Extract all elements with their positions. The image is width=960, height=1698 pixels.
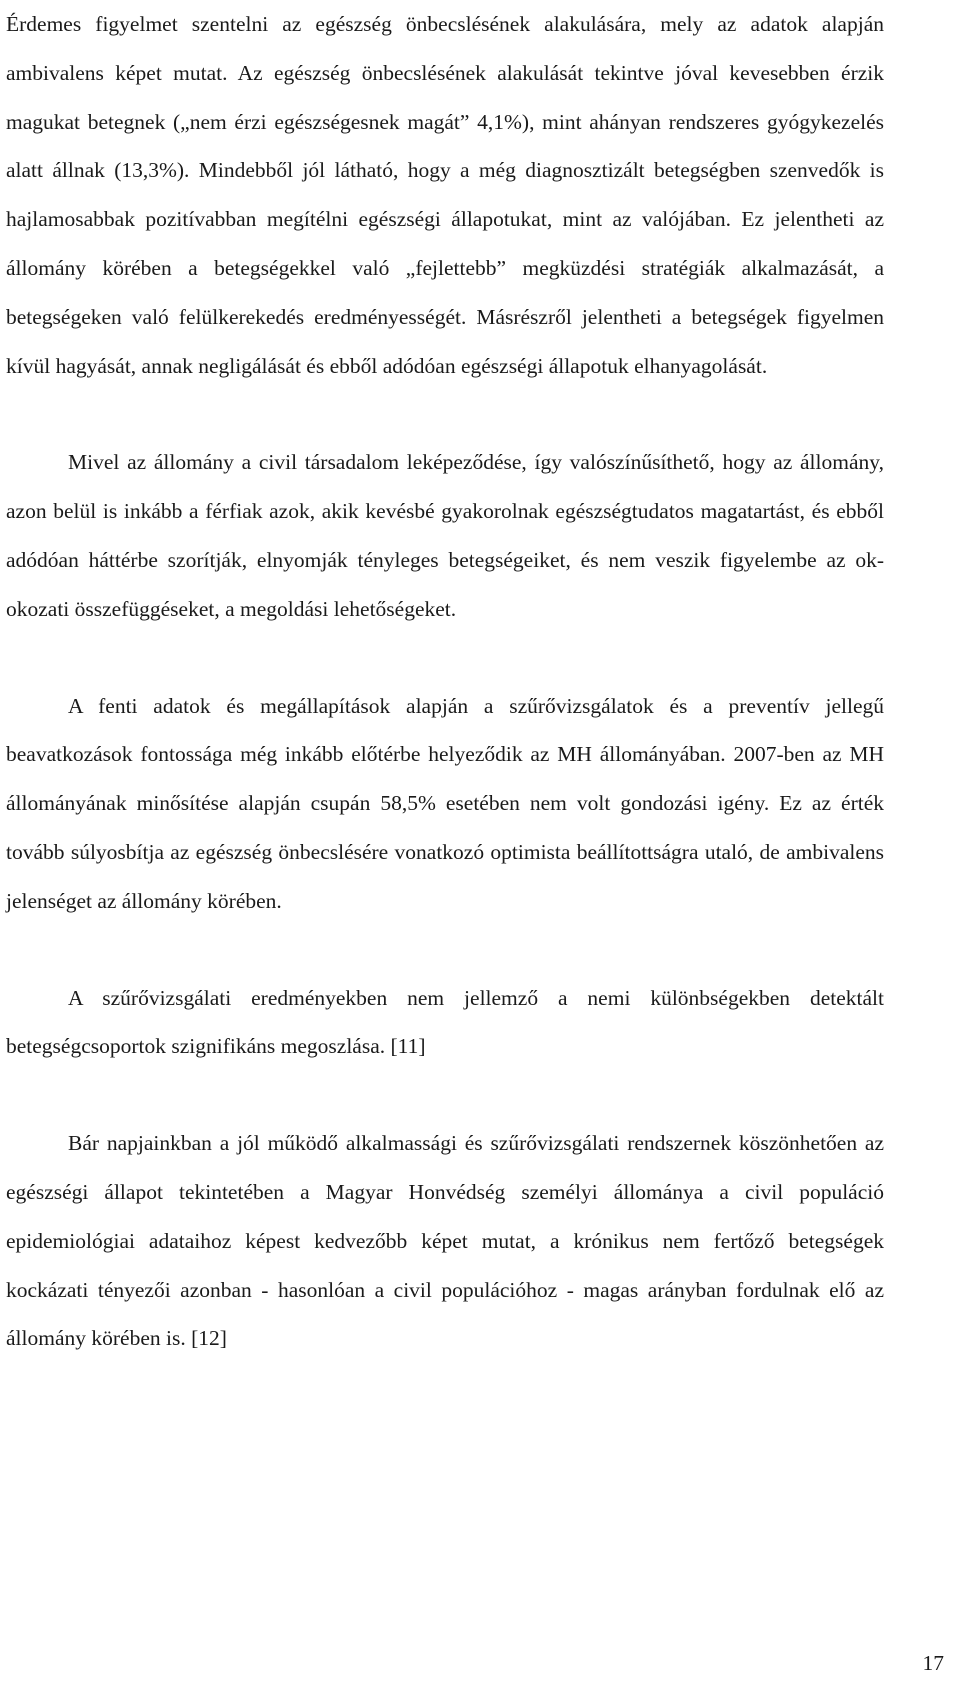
paragraph-spacer [6,926,884,974]
paragraph-chronic-risk: Bár napjainkban a jól működő alkalmassági és szűrővizsgálati rendszernek köszönhetően az egészségi állapot tekintetében a Magyar Honvédség személyi állománya a civil populáció epidemiológiai adataihoz képest kedvezőbb képet mutat, a krónikus nem fertőző betegségek kockázati tényezői azonban - hasonlóan a civil populációhoz - magas arányban fordulnak elő az állomány körében is. [12] [6,1131,884,1351]
paragraph-self-assessment: Érdemes figyelmet szentelni az egészség önbecslésének alakulására, mely az adatok alapján ambivalens képet mutat. Az egészség önbecslésének alakulását tekintve jóval kevesebben érzik magukat betegnek („nem érzi egészségesnek magát” 4,1%), mint ahányan rendszeres gyógykezelés alatt állnak (13,3%). Mindebből jól látható, hogy a még diagnosztizált betegségben szenvedők is hajlamosabbak pozitívabban megítélni egészségi állapotukat, mint az valójában. Ez jelentheti az állomány körében a betegségekkel való „fejlettebb” megküzdési stratégiák alkalmazását, a betegségeken való felülkerekedés eredményességét. Másrészről jelentheti a betegségek figyelmen kívül hagyását, annak negligálását és ebből adódóan egészségi állapotuk elhanyagolását. [6,12,884,378]
paragraph-spacer [6,390,884,438]
paragraph-civil-society: Mivel az állomány a civil társadalom leképeződése, így valószínűsíthető, hogy az állomány, azon belül is inkább a férfiak azok, akik kevésbé gyakorolnak egészségtudatos magatartást, és ebből adódóan háttérbe szorítják, elnyomják tényleges betegségeiket, és nem veszik figyelembe az ok-okozati összefüggéseket, a megoldási lehetőségeket. [6,450,884,621]
paragraph-spacer [6,634,884,682]
page-body [6,0,884,1363]
paragraph-spacer [6,1071,884,1119]
paragraph-screening-importance: A fenti adatok és megállapítások alapján a szűrővizsgálatok és a preventív jellegű beavatkozások fontossága még inkább előtérbe helyeződik az MH állományában. 2007-ben az MH állományának minősítése alapján csupán 58,5% esetében nem volt gondozási igény. Ez az érték tovább súlyosbítja az egészség önbecslésére vonatkozó optimista beállítottságra utaló, de ambivalens jelenséget az állomány körében. [6,693,884,913]
page-number: 17 [922,1651,944,1675]
paragraph-gender-differences: A szűrővizsgálati eredményekben nem jellemző a nemi különbségekben detektált betegségcsoportok szignifikáns megoszlása. [11] [6,985,884,1059]
